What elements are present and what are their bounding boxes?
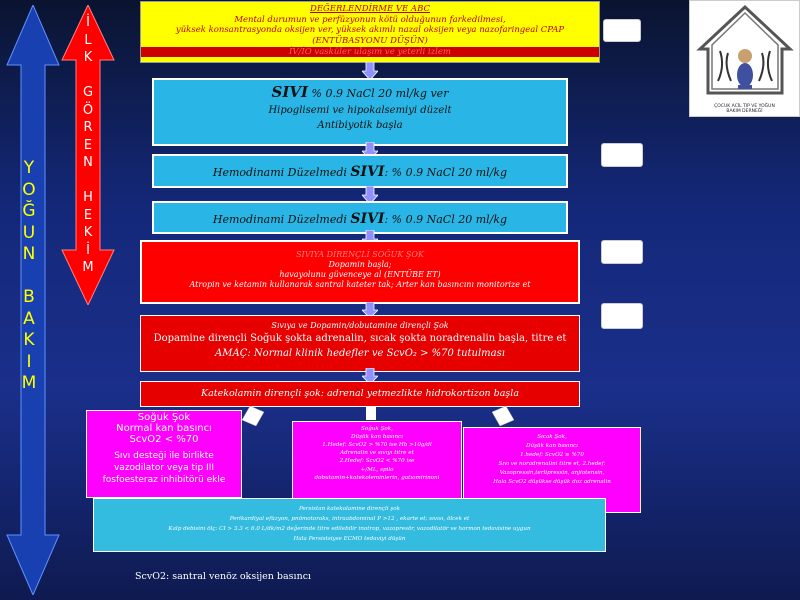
box4-pre: Hemodinami Düzelmedi (212, 213, 351, 226)
yogun-bakim-letter: Y (23, 158, 35, 178)
ilk-goren-hekim-letter: R (83, 120, 93, 135)
box2-title-rest: % 0.9 NaCl 20 ml/kg ver (308, 87, 449, 100)
box11-line2: Perikardiyal efüzyon, pnömotoraks, intraabdominal P >12 , ekarte et; sıvısı, ölcek et (229, 516, 470, 523)
box5-line4: Atropin ve ketamin kullanarak santral kateter tak; Arter kan basıncını monitorize et (189, 280, 531, 289)
siviya-direncli-box (140, 240, 580, 304)
box5-title: SIVIYA DİRENÇLİ SOĞUK ŞOK (296, 250, 424, 259)
box3-post: : % 0.9 NaCl 20 ml/kg (384, 166, 508, 179)
ilk-goren-hekim-letter: H (83, 190, 93, 205)
yogun-bakim-letter: N (22, 244, 36, 264)
degerlendirme-box (140, 1, 600, 63)
box2-title-bold: SIVI (271, 83, 309, 101)
box1-line4: (ENTÜBASYONU DÜŞÜN) (312, 35, 428, 46)
box6-title: Sıvıya ve Dopamin/dobutamine dirençli Şok (271, 321, 449, 330)
box8-line4: Sıvı desteği ile birlikte vazodilator veya tip III fosfoesteraz inhibitörü ekle (102, 450, 226, 485)
ilk-goren-hekim-letters (74, 14, 102, 277)
box4-post: : % 0.9 NaCl 20 ml/kg (384, 213, 508, 226)
ilk-goren-hekim-letter: İ (86, 15, 90, 30)
ilk-goren-hekim-letter: Ö (82, 102, 94, 118)
box8-line2: Normal kan basıncı (116, 423, 212, 435)
ilk-goren-hekim-letter: G (82, 85, 94, 100)
branch-arrow-center (365, 406, 377, 422)
yogun-bakim-letter: A (23, 308, 35, 329)
ilk-goren-hekim-letter: M (82, 260, 94, 275)
yogun-bakim-letter: K (23, 330, 35, 350)
box9-line7: dobutamin+katekoleminlerin, gatıomirinoni (314, 474, 440, 481)
box5-line3: havayolunu güvenceye al (ENTÜBE ET) (279, 270, 441, 279)
box9-line5: 2.Hedef: ScvO2 < %70 ise (339, 458, 415, 465)
yogun-bakim-letter: I (26, 351, 32, 372)
yogun-bakim-letter (14, 266, 44, 288)
box7-text: Katekolamin dirençli şok: adrenal yetmezlikte hidrokortizon başla (201, 388, 519, 399)
branch-arrow-left (240, 406, 266, 426)
box3-bold: SIVI (350, 164, 385, 180)
ilk-goren-hekim-letter: İ (86, 242, 90, 258)
box2-line2: Hipoglisemi ve hipokalsemiyi düzelt (268, 104, 452, 116)
box2-line3: Antibiyotik başla (317, 120, 403, 132)
ilk-goren-hekim-letter: K (83, 225, 93, 240)
box11-line4: Hala Persistsiyse ECMO tedaviyi düşün (293, 536, 406, 543)
box1-title: DEĞERLENDİRME VE ABC (310, 4, 430, 14)
side-square-3 (601, 240, 643, 264)
sivi-box (152, 78, 568, 146)
box3-pre: Hemodinami Düzelmedi (212, 166, 351, 179)
soguk-sok-normal-box (86, 410, 242, 498)
yogun-bakim-letter: U (22, 222, 36, 243)
house-child-icon (690, 1, 800, 101)
box11-line1: Persistan katekolamine dirençli şok (298, 506, 400, 512)
box9-line3: 1.Hedef: ScvO2 > %70 ise Hb >10g/dl (322, 442, 432, 449)
box10-line4: Sıvı ve noradrenalini titre et, 2.hedef: (498, 460, 606, 467)
katekolamin-direncli-box (140, 381, 580, 407)
box4-bold: SIVI (350, 211, 385, 227)
side-square-2 (601, 143, 643, 167)
box6-line2: Dopamine dirençli Soğuk şokta adrenalin, sıcak şokta noradrenalin başla, titre et (153, 333, 567, 344)
box9-line6: +/ML, spilo (360, 466, 394, 473)
box10-line6: Hala ScvO2 düşükse düşük doz adrenalin (493, 478, 611, 485)
ilk-goren-hekim-letter: L (84, 32, 92, 48)
ilk-goren-hekim-letter: E (83, 207, 93, 223)
ilk-goren-hekim-letter (74, 172, 102, 190)
ilk-goren-hekim-letter (74, 67, 102, 85)
ilk-goren-hekim-letter: K (83, 50, 93, 65)
box8-title: Soğuk Şok (137, 412, 191, 423)
branch-arrow-right (490, 406, 516, 426)
logo (689, 0, 800, 117)
box11-line3: Kalp debisini ölç: CI > 3.3 < 6.0 L/dk/m2 değerinde titre edilebilir inotrop, vazopresör, vazodilatör ve hormon tedavisine uygun (168, 526, 531, 533)
box8-line3: ScvO2 < %70 (129, 434, 199, 446)
side-square-1 (603, 19, 641, 42)
box5-line2: Dopamin başla; (328, 260, 392, 269)
yogun-bakim-letters (14, 158, 44, 395)
box6-line3: AMAÇ: Normal klinik hedefler ve ScvO₂ > %70 tutulması (215, 347, 505, 359)
box1-line2: Mental durumun ve perfüzyonun kötü olduğunun farkedilmesi, (234, 14, 506, 25)
box9-line2: Düşük kan basıncı (351, 434, 403, 441)
hemodinami-box-2 (152, 201, 568, 234)
box1-line3: yüksek konsantrasyonda oksijen ver, yüksek akımlı nazal oksijen veya nazofaringeal CPAP (175, 25, 565, 36)
box10-title: Sıcak Şok, (537, 434, 567, 440)
yogun-bakim-letter: O (22, 179, 36, 200)
logo-text: ÇOCUK ACİL TIP VE YOĞUN BAKIM DERNEĞİ (714, 104, 775, 114)
box9-title: Soğuk Şok, (361, 426, 393, 432)
side-square-4 (601, 303, 643, 329)
hemodinami-box-1 (152, 154, 568, 188)
ilk-goren-hekim-letter: N (83, 155, 93, 170)
yogun-bakim-letter: M (21, 373, 37, 393)
box10-line5: Vazopressin,terlipressin, anjiotensin, (499, 469, 605, 476)
box10-line2: Düşük kan basıncı (526, 442, 578, 449)
yogun-bakim-letter: Ğ (22, 201, 36, 221)
box9-line4: Adrenalin ve sıvıyı titre et (340, 450, 414, 457)
box1-line5: İV/İO vasküler ulaşım ve yeterli izlem (141, 47, 599, 58)
persistan-sok-box (93, 498, 606, 552)
soguk-sok-dusuk-box (292, 421, 462, 499)
yogun-bakim-letter: B (23, 287, 35, 307)
box10-line3: 1.hedef: ScvO2 ≥ %70 (520, 451, 584, 458)
dopamin-direncli-box (140, 315, 580, 372)
footnote: ScvO2: santral venöz oksijen basıncı (135, 571, 312, 582)
ilk-goren-hekim-letter: E (83, 137, 93, 153)
